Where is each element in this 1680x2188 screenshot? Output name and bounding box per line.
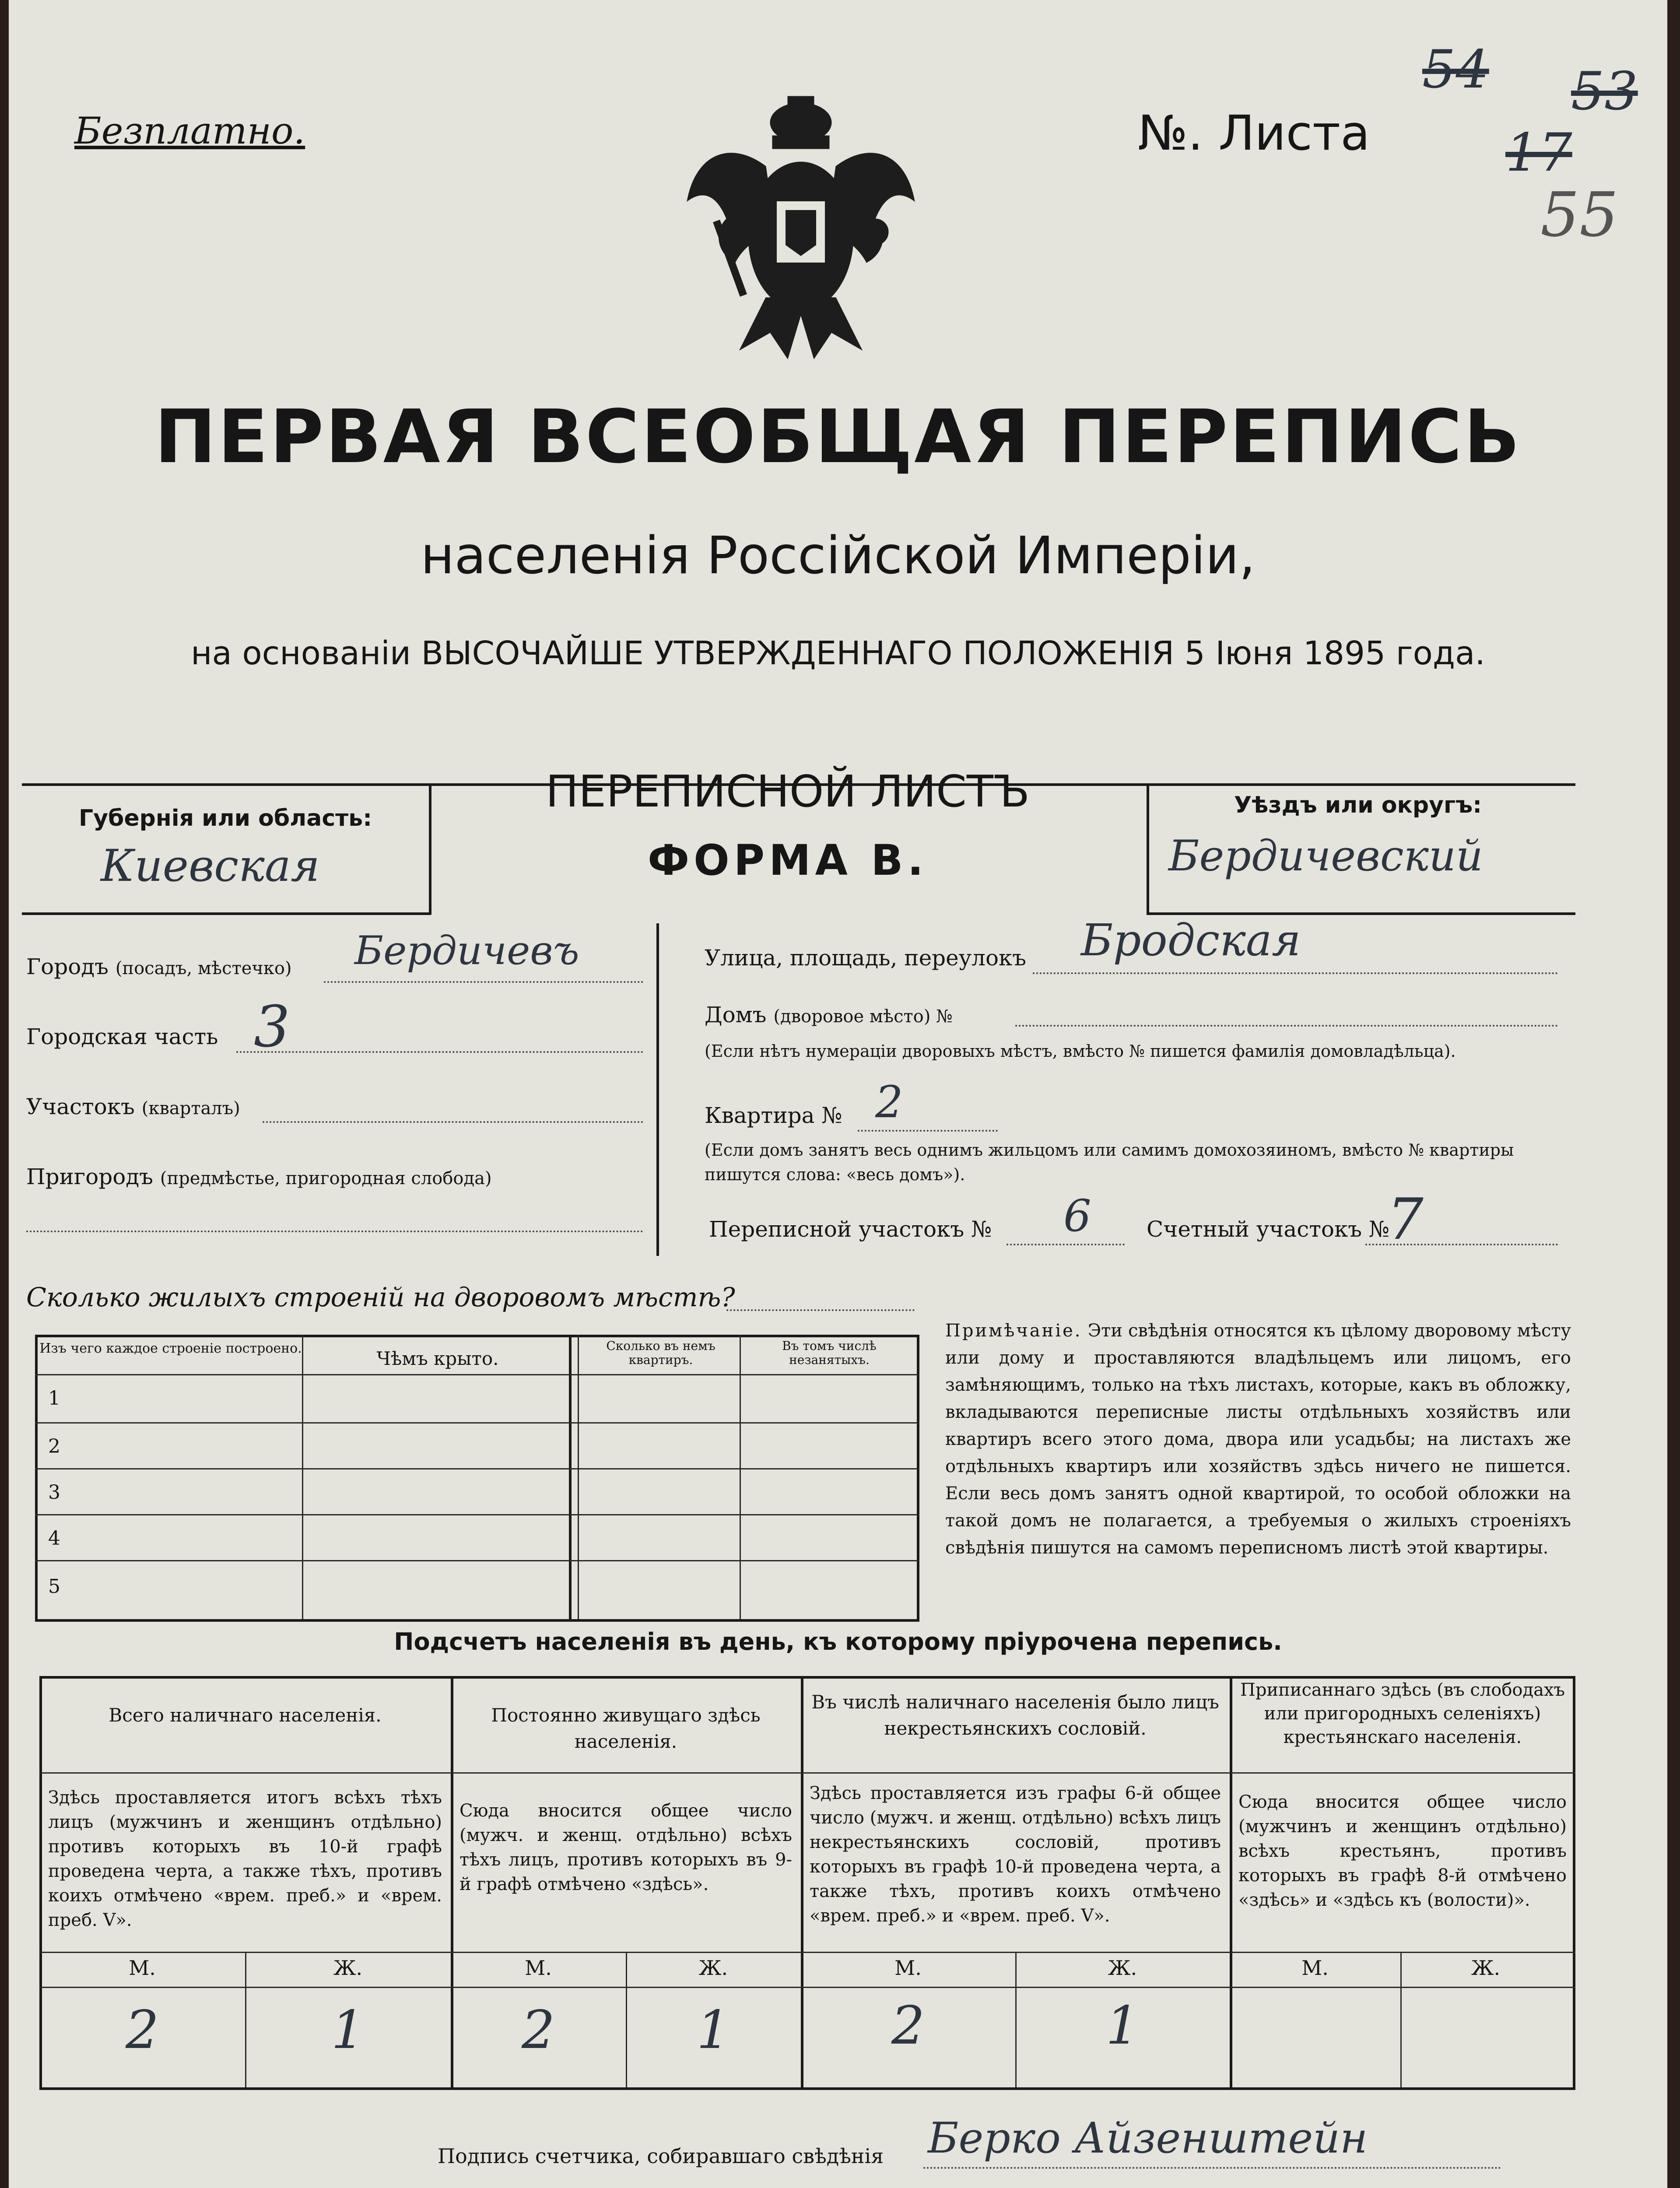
flat-hint: (Если домъ занятъ весь однимъ жильцомъ или самимъ домохозяиномъ, вмѣсто № квартиры пишутся слова: «весь домъ»). [705, 1140, 1514, 1184]
legal-basis: на основаніи ВЫСОЧАЙШЕ УТВЕРЖДЕННАГО ПОЛОЖЕНІЯ 5 Іюня 1895 года. [191, 635, 1485, 672]
pop-col3-m-value: 2 [891, 1995, 925, 2056]
population-heading: Подсчетъ населенія въ день, къ которому пріурочена перепись. [394, 1628, 1282, 1655]
subtitle: населенія Россійской Имперіи, [421, 525, 1256, 586]
pop-col2-desc: Сюда вносится общее число (мужч. и женщ. отдѣльно) всѣхъ тѣхъ лицъ, противъ которыхъ въ 9-й графѣ отмѣчено «здѣсь». [459, 1801, 792, 1894]
street-line [1033, 971, 1558, 974]
main-title: ПЕРВАЯ ВСЕОБЩАЯ ПЕРЕПИСЬ [154, 394, 1522, 480]
census-district-label: Переписной участокъ № [709, 1217, 992, 1242]
buildings-col-roof: Чѣмъ крыто. [376, 1348, 499, 1369]
sheet-number-handwritten-3: 55 [1540, 179, 1619, 251]
buildings-row-1: 1 [48, 1387, 60, 1410]
city-label: Городъ (посадъ, мѣстечко) [26, 954, 292, 979]
address-divider [656, 923, 659, 1256]
header-divider-right [1147, 783, 1149, 915]
city-value: Бердичевъ [354, 928, 579, 974]
uezd-value: Бердичевский [1168, 831, 1483, 880]
buildings-row-5: 5 [48, 1575, 60, 1598]
pop-col1-f-value: 1 [331, 2000, 365, 2061]
count-district-value: 7 [1387, 1186, 1424, 1252]
buildings-question: Сколько жилыхъ строеній на дворовомъ мѣстѣ? [26, 1282, 735, 1313]
count-district-line [1365, 1243, 1558, 1245]
signature-value: Берко Айзенштейн [928, 2114, 1368, 2163]
signature-line [923, 2166, 1501, 2169]
pop-col2-title: Постоянно живущаго здѣсь населенія. [491, 1704, 761, 1752]
city-part-line [236, 1050, 643, 1053]
buildings-question-line [726, 1308, 915, 1311]
pop-col2-m-value: 2 [521, 2000, 555, 2061]
suburb-label: Пригородъ (предмѣстье, пригородная слобода) [26, 1164, 492, 1189]
buildings-col-vacant: Въ томъ числѣ незанятыхъ. [782, 1339, 877, 1367]
remark-title: Примѣчаніе. [945, 1321, 1082, 1341]
imperial-eagle-icon [678, 88, 923, 368]
house-hint: (Если нѣтъ нумераціи дворовыхъ мѣстъ, вмѣсто № пишется фамилія домовладѣльца). [705, 1041, 1456, 1061]
pop-col3-m-label: М. [894, 1956, 922, 1980]
pop-col2-f-label: Ж. [698, 1956, 728, 1980]
pop-col3-title: Въ числѣ наличнаго населенія было лицъ некрестьянскихъ сословій. [811, 1691, 1219, 1739]
house-line [1015, 1024, 1558, 1027]
uezd-label: Уѣздъ или округъ: [1234, 792, 1482, 818]
census-district-value: 6 [1063, 1190, 1091, 1241]
sheet-number-struck: 17 [1505, 123, 1572, 183]
pop-col1-m-value: 2 [125, 2000, 159, 2061]
flat-line [858, 1129, 998, 1132]
suburb-line [26, 1230, 643, 1232]
pop-col1-title: Всего наличнаго населенія. [109, 1704, 382, 1726]
buildings-row-3: 3 [48, 1481, 60, 1504]
signature-label: Подпись счетчика, собиравшаго свѣдѣнія [438, 2144, 884, 2168]
province-value: Киевская [101, 840, 320, 891]
flat-value: 2 [875, 1076, 903, 1128]
pop-col1-desc: Здѣсь проставляется итогъ всѣхъ тѣхъ лицъ (мужчинъ и женщинъ отдѣльно) противъ которыхъ въ 10-й графѣ проведена черта, а также тѣхъ, противъ коихъ отмѣчено «врем. преб.» и «врем. преб. V». [48, 1788, 442, 1930]
district-label: Участокъ (кварталъ) [26, 1094, 240, 1119]
pop-col4-f-label: Ж. [1471, 1956, 1501, 1980]
flat-label: Квартира № [705, 1103, 842, 1128]
pop-col3-f-value: 1 [1105, 1995, 1140, 2056]
form-subheading: ФОРМА В. [647, 836, 928, 885]
sheet-number-label [1138, 105, 1370, 161]
census-sheet [9, 0, 1667, 2188]
house-label: Домъ (дворовое мѣсто) № [705, 1002, 953, 1027]
pop-col1-m-label: М. [129, 1956, 156, 1980]
province-underline [22, 912, 431, 915]
street-value: Бродская [1081, 915, 1301, 966]
buildings-row-4: 4 [48, 1527, 60, 1550]
sheet-number-handwritten-1: 54 [1422, 39, 1489, 100]
sheet-number-handwritten-2: 53 [1571, 61, 1638, 122]
remark [945, 1317, 1571, 1561]
city-part-label: Городская часть [26, 1024, 218, 1049]
street-label: Улица, площадь, переулокъ [705, 945, 1027, 971]
buildings-row-2: 2 [48, 1435, 60, 1458]
pop-col4-title: Приписаннаго здѣсь (въ слободахъ или пригородныхъ селеніяхъ) крестьянскаго населенія. [1240, 1680, 1565, 1747]
pop-col4-desc: Сюда вносится общее число (мужчинъ и женщинъ отдѣльно) всѣхъ крестьянъ, противъ которыхъ въ графѣ 8-й отмѣчено «здѣсь» и «здѣсь къ (волости)». [1238, 1792, 1567, 1910]
pop-col3-desc: Здѣсь проставляется изъ графы 6-й общее число (мужч. и женщ. отдѣльно) всѣхъ лицъ некрестьянскихъ сословій, противъ которыхъ въ графѣ 10-й проведена черта, а также тѣхъ, противъ коихъ отмѣчено «врем. преб.» и «врем. преб. V». [810, 1783, 1221, 1926]
buildings-col-flats: Сколько въ немъ квартиръ. [606, 1339, 715, 1367]
sheet-number-text: №. Листа [1138, 105, 1370, 161]
remark-text: Эти свѣдѣнія относятся къ цѣлому дворовому мѣсту или дому и проставляются владѣльцемъ или лицомъ, его замѣняющимъ, только на тѣхъ листахъ, которые, какъ въ обложку, вкладываются переписные листы отдѣльныхъ хозяйствъ или квартиръ всего этого дома, двора или усадьбы; на листахъ же отдѣльныхъ квартиръ или хозяйствъ здѣсь ничего не пишется. Если весь домъ занятъ одной квартирой, то особой обложки на такой домъ не полагается, а требуемыя о жилыхъ строеніяхъ свѣдѣнія пишутся на самомъ переписномъ листѣ этой квартиры. [945, 1321, 1571, 1558]
census-district-line [1007, 1243, 1125, 1245]
district-line [263, 1120, 643, 1123]
free-label: Безплатно. [74, 109, 305, 152]
pop-col4-m-label: М. [1301, 1956, 1329, 1980]
count-district-label: Счетный участокъ № [1147, 1217, 1390, 1242]
pop-col3-f-label: Ж. [1108, 1956, 1137, 1980]
pop-col2-m-label: М. [525, 1956, 552, 1980]
city-part-value: 3 [254, 993, 290, 1060]
province-label: Губернія или область: [79, 805, 372, 831]
buildings-col-material: Изъ чего каждое строеніе построено. [39, 1341, 302, 1356]
city-line [324, 980, 643, 983]
pop-col2-f-value: 1 [696, 2000, 730, 2061]
form-heading: ПЕРЕПИСНОЙ ЛИСТЪ [545, 766, 1030, 817]
pop-col1-f-label: Ж. [333, 1956, 363, 1980]
